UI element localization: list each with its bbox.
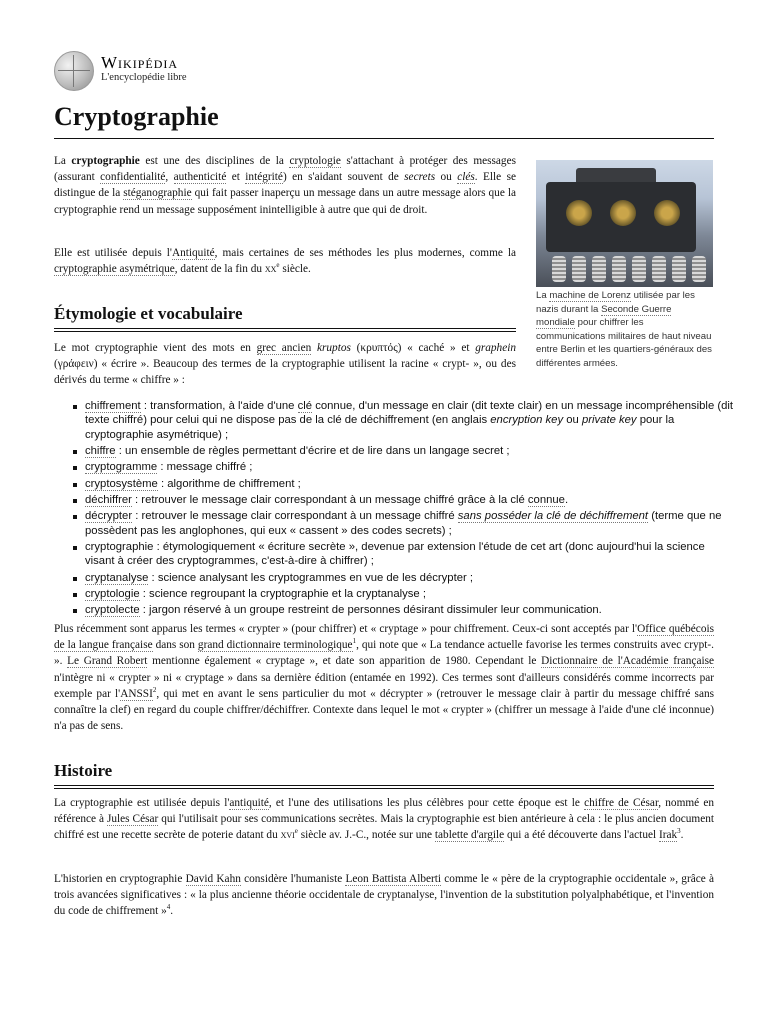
- text: siècle av. J.-C., notée sur une: [297, 829, 435, 842]
- section-heading-histoire: Histoire: [54, 759, 714, 786]
- link-cle[interactable]: clé: [297, 400, 313, 412]
- figure-caption: [536, 289, 713, 371]
- text: : algorithme de chiffrement ;: [157, 477, 301, 490]
- italic-term: kruptos: [316, 342, 351, 354]
- text: .: [170, 905, 174, 918]
- link-anssi[interactable]: ANSSI: [120, 687, 153, 700]
- link-steganographie[interactable]: stéganographie: [123, 187, 192, 200]
- text: Plus récemment sont apparus les termes « crypter » (pour chiffrer) et « cryptage » pour chiffrement. Ceux-ci sont acceptés par l': [54, 623, 638, 635]
- text: utilisée par les nazis durant la: [536, 290, 695, 315]
- link-dictionnaire-academie[interactable]: Dictionnaire de l'Académie française: [541, 655, 715, 668]
- intro-paragraph-1: [54, 153, 516, 218]
- link-authenticite[interactable]: authenticité: [173, 171, 227, 184]
- superscript: e: [294, 827, 298, 836]
- link-integrite[interactable]: intégrité: [245, 171, 283, 184]
- list-item: [85, 477, 735, 491]
- text: : science analysant les cryptogrammes en vue de les décrypter ;: [148, 571, 474, 584]
- text: Elle est utilisée depuis l': [54, 247, 172, 259]
- text: ou: [435, 171, 458, 184]
- link-cryptographie-asymetrique[interactable]: cryptographie asymétrique: [54, 263, 175, 276]
- text: qui fait passer inaperçu un message dans un autre message alors que la cryptographie rend un message supposément inintelligible à autre que qui de droit.: [54, 187, 516, 216]
- text: , nommé en référence à: [54, 797, 714, 826]
- wikipedia-tagline: L'encyclopédie libre: [101, 72, 187, 83]
- link-chiffre-de-cesar[interactable]: chiffre de César: [584, 797, 659, 809]
- vocabulary-list: [70, 399, 735, 620]
- gear-icon: [654, 200, 680, 226]
- link-grec-ancien[interactable]: grec ancien: [256, 342, 312, 354]
- link-decrypter[interactable]: décrypter: [85, 510, 133, 523]
- link-cryptanalyse[interactable]: cryptanalyse: [85, 571, 149, 584]
- link-cryptologie[interactable]: cryptologie: [85, 588, 140, 600]
- history-paragraph-2: [54, 871, 714, 920]
- link-chiffre[interactable]: chiffre: [85, 445, 116, 458]
- link-tablette-argile[interactable]: tablette d'argile: [434, 829, 505, 842]
- text: comme le « père de la cryptographie occidentale », grâce à trois avancées significatives : « la plus ancienne théorie occidentale de cryptanalyse, l'invention de la substitution polyalphabétique, et l'invention du code de chiffrement »: [54, 873, 715, 918]
- list-item: [85, 571, 735, 585]
- text: La cryptographie est utilisée depuis l': [54, 797, 230, 809]
- link-confidentialite[interactable]: confidentialité: [100, 171, 166, 184]
- text: , mais certaines de ses méthodes les plus modernes, comme la: [214, 247, 516, 259]
- text: dans son: [152, 639, 198, 652]
- wikipedia-logo[interactable]: [54, 51, 254, 91]
- italic-term: graphein: [475, 342, 517, 354]
- text: Le mot cryptographie vient des mots en: [54, 342, 257, 354]
- text: (κρυπτός) « caché » et: [350, 342, 476, 354]
- text: connue, d'un message en clair (dit texte clair) en un message incompréhensible (dit texte chiffré) pour celui qui ne dispose pas de la clé de déchiffrement (en anglais: [85, 400, 734, 427]
- text: siècle.: [279, 263, 311, 276]
- text: cryptographie : étymologiquement « écriture secrète », devenue par extension l'étude de cet art (donc aujourd'hui la science visant à créer des cryptogrammes, c'est-à-dire à chiffrer) ;: [85, 541, 705, 568]
- text: L'historien en cryptographie: [54, 873, 186, 885]
- text: : jargon réservé à un groupe restreint de personnes désirant dissimuler leur communication.: [139, 604, 602, 617]
- wheel: [572, 256, 586, 282]
- list-item: [85, 603, 735, 617]
- italic-term: encryption key: [490, 414, 564, 427]
- etymology-paragraph-1: [54, 340, 516, 389]
- gear-icon: [566, 200, 592, 226]
- footnote-ref[interactable]: 4: [166, 903, 171, 912]
- lorenz-machine-image[interactable]: [536, 160, 713, 287]
- link-cryptogramme[interactable]: cryptogramme: [85, 461, 158, 474]
- wheel: [692, 256, 706, 282]
- text: La: [536, 290, 550, 301]
- link-grand-dictionnaire[interactable]: grand dictionnaire terminologique: [197, 639, 353, 652]
- text: , qui note que « La tendance actuelle favorise les termes construits avec crypt-. ».: [54, 639, 714, 668]
- link-chiffrement[interactable]: chiffrement: [85, 400, 141, 412]
- text: : un ensemble de règles permettant d'écrire et de lire dans un langage secret ;: [115, 445, 510, 458]
- italic-term: secrets: [404, 171, 436, 184]
- text: est une des disciplines de la: [139, 155, 290, 167]
- page-title: Cryptographie: [54, 100, 714, 139]
- link-cryptosysteme[interactable]: cryptosystème: [85, 477, 158, 490]
- century-numeral: xvi: [280, 829, 295, 842]
- link-cryptologie[interactable]: cryptologie: [289, 155, 341, 167]
- text: pour la cryptographie asymétrique) ;: [85, 414, 675, 441]
- list-item: [85, 444, 735, 458]
- italic-term: private key: [581, 414, 637, 427]
- text: , datent de la fin du: [174, 263, 265, 276]
- history-paragraph-1: [54, 795, 714, 844]
- etymology-paragraph-2: [54, 621, 714, 734]
- text: mentionne également « cryptage », et date son apparition de 1980. Cependant le: [147, 655, 542, 668]
- section-heading-etymologie: Étymologie et vocabulaire: [54, 302, 516, 329]
- century-numeral: xx: [264, 263, 277, 276]
- link-antiquite[interactable]: Antiquité: [171, 247, 215, 259]
- wheel: [652, 256, 666, 282]
- footnote-ref[interactable]: 1: [352, 637, 357, 646]
- text: qui l'utilisait pour ses communications secrètes. Mais la cryptographie est bien antérieure à cela : le plus ancien document chiffré est une recette secrète de poterie datant du: [54, 813, 714, 842]
- text: : retrouver le message clair correspondant à un message chiffré grâce à la clé: [131, 494, 528, 506]
- link-sans-posseder-la-cle[interactable]: sans posséder la clé de déchiffrement: [457, 510, 649, 523]
- wheel: [612, 256, 626, 282]
- link-cryptolecte[interactable]: cryptolecte: [85, 604, 140, 617]
- wheel: [632, 256, 646, 282]
- text: qui a été découverte dans l'actuel: [504, 829, 659, 842]
- link-seconde-guerre-mondiale[interactable]: Seconde Guerre mondiale: [536, 303, 672, 329]
- link-jules-cesar[interactable]: Jules César: [106, 813, 159, 826]
- wikipedia-wordmark: Wikipédia: [101, 53, 179, 72]
- text: : science regroupant la cryptographie et la cryptanalyse ;: [139, 588, 426, 600]
- text: (terme que ne possèdent pas les anglophones, qui eux « cassent » des codes secrets) ;: [85, 510, 722, 537]
- link-leon-battista-alberti[interactable]: Leon Battista Alberti: [345, 873, 442, 885]
- link-cles[interactable]: clés: [457, 171, 475, 184]
- link-machine-de-lorenz[interactable]: machine de Lorenz: [549, 290, 631, 301]
- text: La: [54, 155, 72, 167]
- footnote-ref[interactable]: 2: [152, 686, 157, 695]
- text: : transformation, à l'aide d'une: [140, 400, 298, 412]
- list-item: [85, 540, 735, 569]
- list-item: [85, 509, 735, 538]
- text: .: [680, 829, 684, 842]
- link-dechiffrer[interactable]: déchiffrer: [85, 494, 132, 506]
- wheel: [592, 256, 606, 282]
- list-item: [85, 493, 735, 507]
- text: .: [564, 494, 569, 506]
- text: s'attachant à protéger des messages (assurant: [54, 155, 516, 184]
- text: : message chiffré ;: [157, 461, 253, 474]
- superscript: e: [276, 261, 280, 270]
- list-item: [85, 399, 735, 442]
- text: considère l'humaniste: [240, 873, 346, 885]
- wheel: [552, 256, 566, 282]
- bold-term: cryptographie: [71, 155, 140, 167]
- text: ,: [165, 171, 174, 184]
- text: pour chiffrer les communications militaires de haut niveau entre Berlin et les quartiers-généraux des différentes armées.: [536, 317, 712, 369]
- text: , qui met en avant le sens particulier du mot « décrypter » (retrouver le message clair à partir du message chiffré sans connaître la clef) en regard du couple chiffrer/déchiffrer. Contexte dans lequel le mot « crypter » (chiffrer un message à l'aide d'une clé inconnue) n'a pas de sens.: [54, 687, 714, 733]
- text: et: [226, 171, 246, 184]
- link-le-grand-robert[interactable]: Le Grand Robert: [67, 655, 148, 668]
- text: ou: [563, 414, 582, 427]
- text: . Elle se distingue de la: [54, 171, 516, 200]
- gear-icon: [610, 200, 636, 226]
- link-connue[interactable]: connue: [527, 494, 565, 506]
- text: n'intègre ni « crypter » ni « cryptage » dans sa dernière édition (entamée en 1992). Ces termes sont d'ailleurs considérés comme incorrects par exemple par l': [54, 671, 714, 700]
- lorenz-machine-figure: [536, 160, 713, 371]
- link-irak[interactable]: Irak: [658, 829, 678, 842]
- list-item: [85, 587, 735, 601]
- text: ) en s'aidant souvent de: [282, 171, 405, 184]
- list-item: [85, 460, 735, 474]
- link-antiquite-2[interactable]: antiquité: [229, 797, 269, 809]
- text: (γράφειν) « écrire ». Beaucoup des termes de la cryptographie utilisent la racine « crypt- », ou des dérivés du terme « chiffre » :: [54, 358, 516, 387]
- footnote-ref[interactable]: 3: [677, 827, 681, 836]
- text: : retrouver le message clair correspondant à un message chiffré: [132, 510, 458, 523]
- wikipedia-globe-icon: [54, 51, 94, 91]
- text: , et l'une des utilisations les plus célèbres pour cette époque est le: [268, 797, 585, 809]
- wheel: [672, 256, 686, 282]
- link-david-kahn[interactable]: David Kahn: [185, 873, 241, 885]
- intro-paragraph-2: [54, 245, 516, 277]
- link-office-quebecois[interactable]: Office québécois de la langue française: [54, 623, 714, 652]
